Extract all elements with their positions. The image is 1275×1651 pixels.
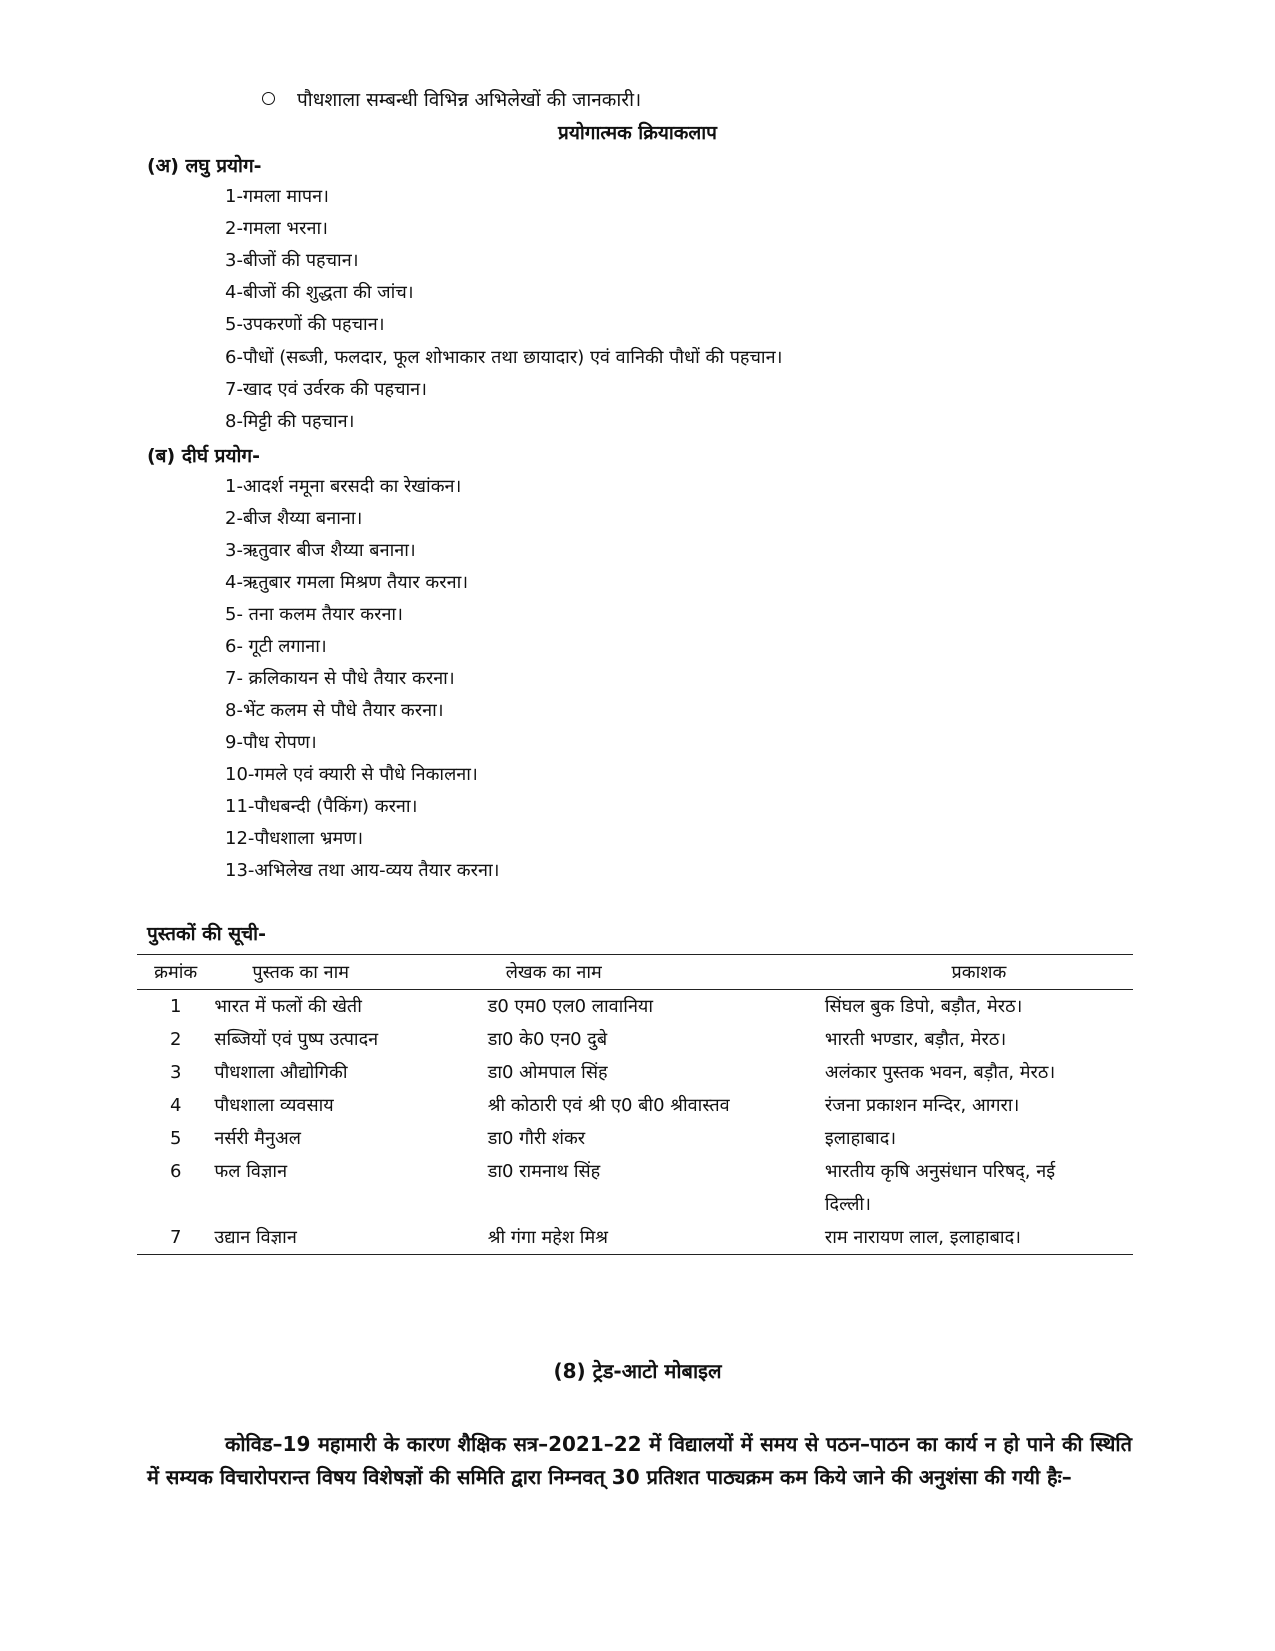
row-publisher: इलाहाबाद। [824,1128,897,1149]
row-author: श्री कोठारी एवं श्री ए0 बी0 श्रीवास्तव [487,1095,730,1116]
table-row [137,1221,1133,1255]
books-table-header-row [137,955,1133,990]
row-title: नर्सरी मैनुअल [214,1128,302,1149]
trade-heading: (8) ट्रेड-आटो मोबाइल [553,1359,722,1383]
bullet-line-text: पौधशाला सम्बन्धी विभिन्न अभिलेखों की जानकारी। [297,89,642,111]
long-experiment-item: 4-ऋतुबार गमला मिश्रण तैयार करना। [225,572,469,593]
long-experiment-item: 7- क्रलिकायन से पौधे तैयार करना। [225,668,455,689]
col-author-header: लेखक का नाम [488,955,825,990]
long-experiment-item: 9-पौध रोपण। [225,732,317,753]
row-serial: 5 [169,1128,182,1149]
short-experiments-heading: (अ) लघु प्रयोग- [147,155,262,177]
row-author: डा0 के0 एन0 दुबे [487,1029,608,1050]
long-experiment-item: 11-पौधबन्दी (पैकिंग) करना। [225,796,418,817]
row-serial: 4 [169,1095,182,1116]
row-publisher-line2: दिल्ली। [824,1194,871,1215]
long-experiment-item: 13-अभिलेख तथा आय-व्यय तैयार करना। [225,860,500,881]
table-row [137,1056,1133,1089]
row-serial: 2 [169,1029,182,1050]
row-title: पौधशाला औद्योगिकी [214,1062,348,1083]
table-row [137,1155,1133,1221]
row-publisher [825,1155,1133,1221]
row-author: डा0 ओमपाल सिंह [487,1062,608,1083]
row-serial: 1 [169,996,182,1017]
covid-paragraph: कोविड–19 महामारी के कारण शैक्षिक सत्र–2021–22 में विद्यालयों में समय से पठन–पाठन का कार्य न हो पाने की स्थिति में सम्यक विचारोपरान्त विषय विशेषज्ञों की समिति द्वारा निम्नवत् 30 प्रतिशत पाठ्यक्रम कम किये जाने की अनुशंसा की गयी हैः– [147,1432,1132,1489]
table-row [137,1023,1133,1056]
short-experiment-item: 5-उपकरणों की पहचान। [225,314,385,335]
short-experiment-item: 6-पौधों (सब्जी, फलदार, फूल शोभाकार तथा छायादार) एवं वानिकी पौधों की पहचान। [225,347,783,368]
row-title: सब्जियों एवं पुष्प उत्पादन [214,1029,379,1050]
table-row [137,1089,1133,1122]
long-experiment-item: 3-ऋतुवार बीज शैय्या बनाना। [225,540,416,561]
row-title: उद्यान विज्ञान [214,1221,487,1255]
row-serial: 7 [137,1221,214,1255]
short-experiment-item: 3-बीजों की पहचान। [225,250,359,271]
long-experiment-item: 2-बीज शैय्या बनाना। [225,508,363,529]
row-publisher: सिंघल बुक डिपो, बड़ौत, मेरठ। [824,996,1023,1017]
row-serial: 6 [169,1161,182,1182]
row-publisher: अलंकार पुस्तक भवन, बड़ौत, मेरठ। [824,1062,1056,1083]
short-experiment-item: 2-गमला भरना। [225,218,328,239]
row-publisher-line1: भारतीय कृषि अनुसंधान परिषद्, नई [824,1161,1056,1182]
row-publisher: भारती भण्डार, बड़ौत, मेरठ। [824,1029,1007,1050]
row-title: पौधशाला व्यवसाय [214,1095,334,1116]
short-experiment-item: 1-गमला मापन। [225,186,329,207]
long-experiment-item: 5- तना कलम तैयार करना। [225,604,403,625]
row-author: ड0 एम0 एल0 लावानिया [487,996,654,1017]
short-experiment-item: 8-मिट्टी की पहचान। [225,411,355,432]
col-serial-header: क्रमांक [137,955,214,990]
bullet-line [262,86,641,112]
long-experiment-item: 12-पौधशाला भ्रमण। [225,828,364,849]
row-title: फल विज्ञान [214,1161,288,1182]
short-experiment-item: 7-खाद एवं उर्वरक की पहचान। [225,379,427,400]
col-publisher-header: प्रकाशक [825,955,1133,990]
table-row [137,990,1133,1024]
row-serial: 3 [169,1062,182,1083]
long-experiments-heading: (ब) दीर्घ प्रयोग- [147,445,261,467]
books-table [137,954,1133,1255]
long-experiment-item: 6- गूटी लगाना। [225,636,327,657]
hollow-circle-bullet-icon [262,92,275,105]
row-author: डा0 गौरी शंकर [487,1128,586,1149]
row-publisher: राम नारायण लाल, इलाहाबाद। [825,1221,1133,1255]
row-publisher: रंजना प्रकाशन मन्दिर, आगरा। [824,1095,1020,1116]
long-experiment-item: 8-भेंट कलम से पौधे तैयार करना। [225,700,444,721]
row-author: श्री गंगा महेश मिश्र [488,1221,825,1255]
long-experiment-item: 1-आदर्श नमूना बरसदी का रेखांकन। [225,476,462,497]
table-row [137,1122,1133,1155]
short-experiment-item: 4-बीजों की शुद्धता की जांच। [225,282,414,303]
books-heading: पुस्तकों की सूची- [147,923,266,945]
row-title: भारत में फलों की खेती [214,996,362,1017]
row-author: डा0 रामनाथ सिंह [487,1161,601,1182]
col-title-header: पुस्तक का नाम [214,955,487,990]
practical-heading: प्रयोगात्मक क्रियाकलाप [558,122,717,144]
long-experiment-item: 10-गमले एवं क्यारी से पौधे निकालना। [225,764,478,785]
